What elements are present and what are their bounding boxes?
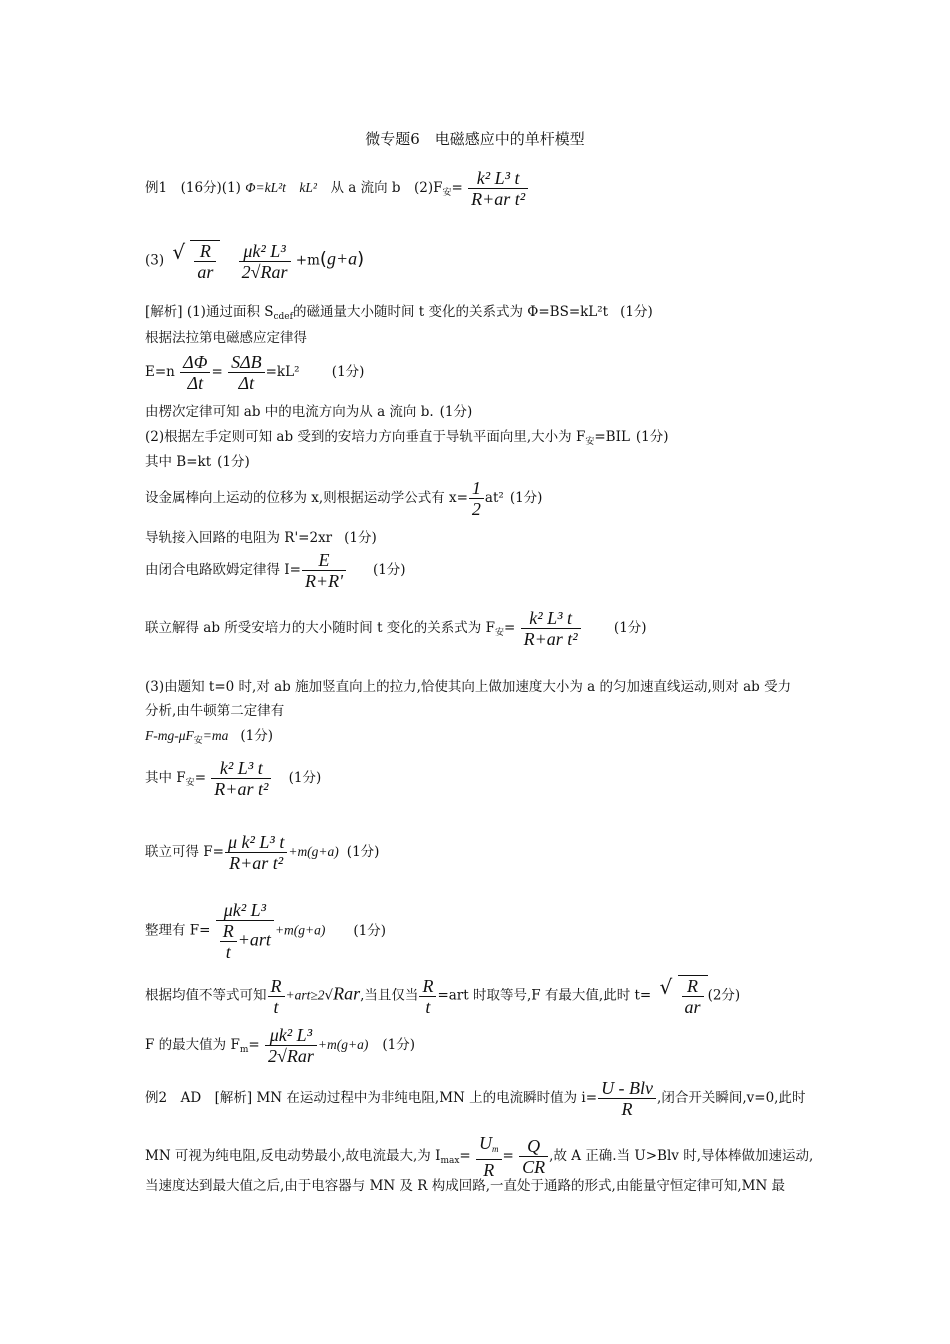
analysis-line-8: 导轨接入回路的电阻为 R'=2xr (1分) bbox=[145, 530, 377, 546]
analysis-line-6: 其中 B=kt (1分) bbox=[145, 454, 250, 470]
ex2-line-1: 例2 AD [解析] MN 在运动过程中为非纯电阻,MN 上的电流瞬时值为 i= $\frac{\text{U - Blv}}{R}$ ,闭合开关瞬间,v=0,此时 bbox=[145, 1078, 806, 1119]
analysis-line-7: 设金属棒向上运动的位移为 x,则根据运动学公式有 x= $\frac{1}{2}$ at² (1分) bbox=[145, 478, 543, 519]
analysis-line-4: 由楞次定律可知 ab 中的电流方向为从 a 流向 b. (1分) bbox=[145, 404, 473, 420]
analysis-line-10: 联立解得 ab 所受安培力的大小随时间 t 变化的关系式为 $F_安=$ $\frac{\text{k² L³ t}}{\text{R+ar t²}}$ (1分) bbox=[145, 608, 647, 649]
analysis-line-15: 联立可得 F= $\frac{\text{μ k² L³ t}}{\text{R+ar t²}}$ +m(g+a) (1分) bbox=[145, 832, 380, 873]
analysis-line-3: E=n $\frac{\Delta\Phi}{\Delta t}$ = $\frac{\text{SΔB}}{\Delta t}$ =kL² (1分) bbox=[145, 352, 365, 393]
analysis-line-1: [解析] (1)通过面积 $S_{cdef}$的磁通量大小随时间 t 变化的关系式为 Φ=BS=kL²t (1分) bbox=[145, 304, 653, 322]
page-title: 微专题6 电磁感应中的单杆模型 bbox=[365, 130, 585, 148]
ex2-line-3: 当速度达到最大值之后,由于电容器与 MN 及 R 构成回路,一直处于通路的形式,由能量守恒定律可知,MN 最 bbox=[145, 1178, 786, 1194]
fraction-max-force: $\frac{\text{μk² L³}}{\text{2√Rar}}$ bbox=[239, 241, 291, 282]
sqrt-expression: √ $\frac{R}{ar}$ bbox=[168, 240, 220, 282]
analysis-line-13: $F-mg-\mu F_安=ma$ (1分) bbox=[145, 728, 274, 746]
analysis-line-2: 根据法拉第电磁感应定律得 bbox=[145, 330, 307, 346]
analysis-line-17: 根据均值不等式可知 $\frac{R}{t}$ +art≥2√Rar,当且仅当 $\frac{R}{t}$ =art 时取等号,F 有最大值,此时 t= √ $\frac{R}{ar}$ (2分) bbox=[145, 975, 741, 1017]
analysis-line-12: 分析,由牛顿第二定律有 bbox=[145, 703, 285, 719]
ex1-answer-line-1: 例1 (16分)(1) Φ=kL²t kL² 从 a 流向 b $(2)F_安=$ $\frac{\text{k² L³ t}}{\text{R+ar t²}}$ bbox=[145, 168, 529, 209]
analysis-line-18: F 的最大值为 $F_m=$ $\frac{\text{μk² L³}}{\text{2√Rar}}$ +m(g+a) (1分) bbox=[145, 1025, 415, 1066]
ex1-answer-line-2: (3) √ $\frac{R}{ar}$ $\frac{\text{μk² L³}}{\text{2√Rar}}$ +m(g+a) bbox=[145, 240, 365, 282]
fraction-force: $\frac{\text{k² L³ t}}{\text{R+ar t²}}$ bbox=[468, 168, 528, 209]
analysis-line-11: (3)由题知 t=0 时,对 ab 施加竖直向上的拉力,恰使其向上做加速度大小为 a 的匀加速直线运动,则对 ab 受力 bbox=[145, 679, 792, 695]
analysis-line-16: 整理有 F= μk² L³ $\frac{R}{t}$ +art +m(g+a) (1分) bbox=[145, 900, 387, 962]
ex2-line-2: MN 可视为纯电阻,反电动势最小,故电流最大,为 $I_{max}=$ $\frac{U_m}{R}$ = $\frac{Q}{CR}$ ,故 A 正确.当 U>Blv 时,导体棒做加速运动, bbox=[145, 1133, 814, 1180]
analysis-line-5: (2)根据左手定则可知 ab 受到的安培力方向垂直于导轨平面向里,大小为 $F_安=BIL$ (1分) bbox=[145, 429, 669, 447]
analysis-line-14: 其中 $F_安=$ $\frac{\text{k² L³ t}}{\text{R+ar t²}}$ (1分) bbox=[145, 758, 322, 799]
analysis-line-9: 由闭合电路欧姆定律得 I= $\frac{E}{R+R'}$ (1分) bbox=[145, 550, 406, 591]
